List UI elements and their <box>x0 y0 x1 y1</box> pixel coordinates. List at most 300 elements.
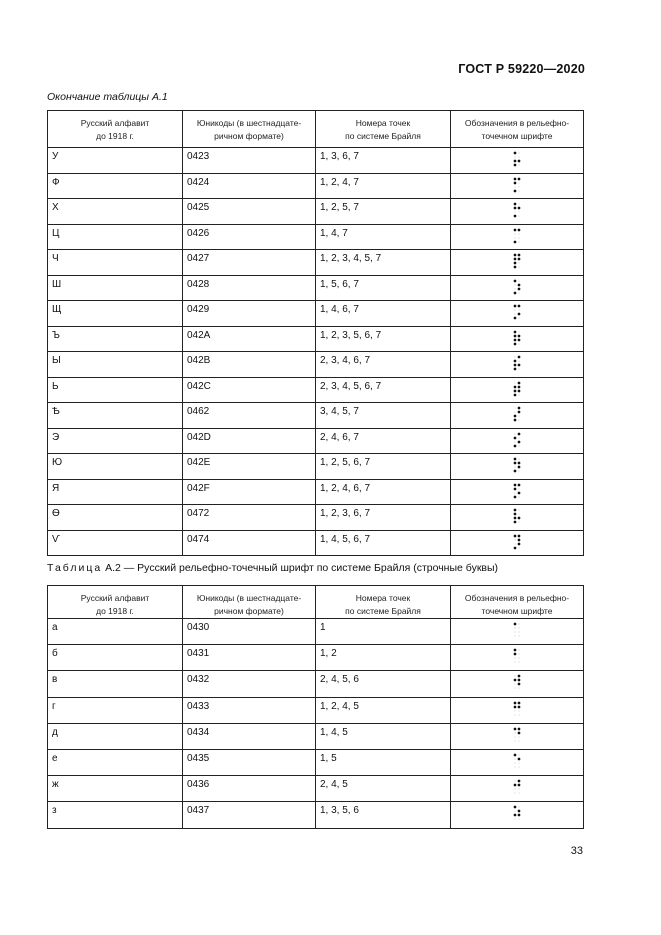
braille-dot-flat <box>518 754 519 755</box>
braille-dot-flat <box>514 492 515 493</box>
braille-dot-flat <box>518 632 519 633</box>
braille-symbol-cell <box>451 776 584 802</box>
braille-dot-flat <box>514 740 515 741</box>
braille-dot-raised <box>517 705 520 708</box>
table-row <box>48 403 584 429</box>
table1-caption: Окончание таблицы А.1 <box>47 91 168 103</box>
braille-dot-flat <box>514 662 515 663</box>
dots-cell: 1, 5, 6, 7 <box>316 275 451 301</box>
table-row <box>48 530 584 556</box>
braille-dot-flat <box>514 357 515 358</box>
braille-dot-flat <box>514 233 515 234</box>
letter-cell: Ф <box>48 173 183 199</box>
dots-cell: 1, 2, 5, 7 <box>316 199 451 225</box>
braille-dot-flat <box>518 361 519 362</box>
braille-dot-raised <box>513 240 516 243</box>
braille-dot-flat <box>518 522 519 523</box>
braille-dot-raised <box>513 419 516 422</box>
braille-dot-raised <box>513 415 516 418</box>
dots-cell: 1, 2, 4, 6, 7 <box>316 479 451 505</box>
braille-dot-raised <box>517 810 520 813</box>
unicode-cell: 0462 <box>183 403 316 429</box>
braille-symbol-cell <box>451 723 584 749</box>
braille-dot-flat <box>514 819 515 820</box>
page-number: 33 <box>570 845 583 857</box>
letter-cell: Щ <box>48 301 183 327</box>
braille-dot-flat <box>518 318 519 319</box>
table-row <box>48 749 584 775</box>
table-row <box>48 505 584 531</box>
braille-dot-flat <box>514 539 515 540</box>
braille-symbol-cell <box>451 802 584 828</box>
braille-dot-raised <box>513 317 516 320</box>
letter-cell: Ю <box>48 454 183 480</box>
braille-dot-flat <box>514 676 515 677</box>
braille-dot-raised <box>517 462 520 465</box>
braille-dot-flat <box>514 781 515 782</box>
braille-dot-flat <box>514 284 515 285</box>
unicode-cell: 0434 <box>183 723 316 749</box>
dots-cell: 1, 4, 5 <box>316 723 451 749</box>
braille-cell-icon <box>513 177 522 194</box>
braille-dot-flat <box>514 543 515 544</box>
braille-dot-raised <box>513 254 516 257</box>
braille-dot-raised <box>513 215 516 218</box>
dots-cell: 1, 4, 6, 7 <box>316 301 451 327</box>
braille-dot-raised <box>517 364 520 367</box>
letter-cell: Ц <box>48 224 183 250</box>
braille-cell-icon <box>513 432 522 449</box>
braille-dot-flat <box>514 212 515 213</box>
braille-dot-flat <box>518 416 519 417</box>
table-header-row <box>48 586 584 619</box>
table-row <box>48 377 584 403</box>
dots-cell: 1, 2, 3, 6, 7 <box>316 505 451 531</box>
braille-dot-raised <box>513 701 516 704</box>
braille-dot-raised <box>517 207 520 210</box>
braille-dot-raised <box>517 258 520 261</box>
braille-dot-raised <box>513 228 516 231</box>
braille-dot-flat <box>514 762 515 763</box>
letter-cell: е <box>48 749 183 775</box>
braille-dot-flat <box>518 496 519 497</box>
braille-dot-raised <box>513 393 516 396</box>
braille-dot-flat <box>518 310 519 311</box>
braille-dot-flat <box>518 624 519 625</box>
braille-dot-raised <box>517 784 520 787</box>
braille-dot-flat <box>518 654 519 655</box>
col-header-unicode: Юникоды (в шестнадцате- ричном формате) <box>183 111 316 148</box>
braille-dot-flat <box>518 510 519 511</box>
unicode-cell: 0436 <box>183 776 316 802</box>
braille-dot-flat <box>518 710 519 711</box>
braille-dot-flat <box>518 688 519 689</box>
dots-cell: 2, 4, 5 <box>316 776 451 802</box>
dots-cell: 1, 3, 5, 6 <box>316 802 451 828</box>
braille-dot-raised <box>517 534 520 537</box>
braille-dot-raised <box>517 287 520 290</box>
braille-dot-raised <box>513 754 516 757</box>
unicode-cell: 0474 <box>183 530 316 556</box>
table-row <box>48 671 584 697</box>
braille-dot-raised <box>517 160 520 163</box>
braille-dot-flat <box>514 628 515 629</box>
braille-dot-raised <box>513 330 516 333</box>
braille-dot-raised <box>513 203 516 206</box>
table-row <box>48 352 584 378</box>
braille-dot-flat <box>518 186 519 187</box>
unicode-cell: 042A <box>183 326 316 352</box>
unicode-cell: 0430 <box>183 619 316 645</box>
letter-cell: д <box>48 723 183 749</box>
braille-symbol-cell <box>451 352 584 378</box>
dots-cell: 1, 2, 3, 5, 6, 7 <box>316 326 451 352</box>
braille-dot-raised <box>517 542 520 545</box>
braille-dot-flat <box>518 514 519 515</box>
braille-dot-flat <box>518 547 519 548</box>
braille-dot-flat <box>518 488 519 489</box>
braille-dot-raised <box>517 385 520 388</box>
braille-dot-raised <box>517 517 520 520</box>
braille-cell-icon <box>513 648 522 665</box>
letter-cell: з <box>48 802 183 828</box>
unicode-cell: 0472 <box>183 505 316 531</box>
braille-dot-flat <box>518 819 519 820</box>
letter-cell: в <box>48 671 183 697</box>
braille-dot-flat <box>514 766 515 767</box>
braille-dot-raised <box>517 758 520 761</box>
col-header-braille: Обозначения в рельефно- точечном шрифте <box>451 586 584 619</box>
letter-cell: б <box>48 645 183 671</box>
unicode-cell: 042D <box>183 428 316 454</box>
dots-cell: 3, 4, 5, 7 <box>316 403 451 429</box>
col-header-braille: Обозначения в рельефно- точечном шрифте <box>451 111 584 148</box>
unicode-cell: 0432 <box>183 671 316 697</box>
braille-dot-flat <box>518 736 519 737</box>
table-row <box>48 645 584 671</box>
braille-dot-flat <box>514 658 515 659</box>
braille-dot-flat <box>514 684 515 685</box>
braille-dot-flat <box>518 343 519 344</box>
braille-dot-flat <box>518 263 519 264</box>
braille-cell-icon <box>513 508 522 525</box>
dots-cell: 1, 4, 5, 6, 7 <box>316 530 451 556</box>
letter-cell: Ь <box>48 377 183 403</box>
braille-dot-flat <box>514 382 515 383</box>
braille-symbol-cell <box>451 479 584 505</box>
braille-dot-flat <box>518 445 519 446</box>
braille-cell-icon <box>513 279 522 296</box>
braille-dot-flat <box>514 433 515 434</box>
unicode-cell: 0427 <box>183 250 316 276</box>
letter-cell: Ш <box>48 275 183 301</box>
braille-cell-icon <box>513 727 522 744</box>
braille-dot-flat <box>518 394 519 395</box>
letter-cell: Ы <box>48 352 183 378</box>
braille-dot-raised <box>513 360 516 363</box>
braille-dot-flat <box>518 807 519 808</box>
braille-dot-flat <box>514 758 515 759</box>
braille-dot-raised <box>513 513 516 516</box>
table-row <box>48 697 584 723</box>
letter-cell: ж <box>48 776 183 802</box>
braille-dot-flat <box>518 233 519 234</box>
letter-cell: г <box>48 697 183 723</box>
braille-dot-raised <box>513 338 516 341</box>
table-row <box>48 619 584 645</box>
table-row <box>48 454 584 480</box>
dots-cell: 1, 4, 7 <box>316 224 451 250</box>
col-header-dots: Номера точек по системе Брайля <box>316 111 451 148</box>
table-header-row <box>48 111 584 148</box>
braille-cell-icon <box>513 406 522 423</box>
braille-dot-flat <box>514 732 515 733</box>
braille-dot-raised <box>517 228 520 231</box>
unicode-cell: 042F <box>183 479 316 505</box>
braille-symbol-cell <box>451 326 584 352</box>
braille-dot-raised <box>513 653 516 656</box>
braille-dot-raised <box>513 495 516 498</box>
braille-dot-flat <box>518 420 519 421</box>
braille-dot-flat <box>518 650 519 651</box>
braille-dot-raised <box>513 534 516 537</box>
braille-dot-flat <box>518 241 519 242</box>
braille-dot-raised <box>513 181 516 184</box>
dots-cell: 1, 5 <box>316 749 451 775</box>
dots-cell: 1 <box>316 619 451 645</box>
braille-dot-flat <box>518 636 519 637</box>
unicode-cell: 0423 <box>183 148 316 174</box>
braille-dot-raised <box>517 679 520 682</box>
braille-dot-raised <box>513 814 516 817</box>
braille-dot-raised <box>513 266 516 269</box>
braille-dot-raised <box>517 701 520 704</box>
braille-dot-flat <box>514 408 515 409</box>
braille-symbol-cell <box>451 224 584 250</box>
braille-dot-flat <box>514 789 515 790</box>
braille-dot-flat <box>514 714 515 715</box>
braille-dot-flat <box>518 280 519 281</box>
unicode-cell: 0437 <box>183 802 316 828</box>
braille-table-uppercase <box>47 110 584 556</box>
braille-dot-flat <box>518 212 519 213</box>
col-header-alphabet: Русский алфавит до 1918 г. <box>48 586 183 619</box>
braille-dot-raised <box>517 407 520 410</box>
letter-cell: Ѳ <box>48 505 183 531</box>
unicode-cell: 0428 <box>183 275 316 301</box>
braille-cell-icon <box>513 483 522 500</box>
braille-dot-flat <box>518 157 519 158</box>
braille-dot-flat <box>518 369 519 370</box>
braille-dot-raised <box>517 814 520 817</box>
letter-cell: Ъ <box>48 326 183 352</box>
braille-dot-raised <box>517 727 520 730</box>
braille-symbol-cell <box>451 645 584 671</box>
dots-cell: 1, 2, 4, 5 <box>316 697 451 723</box>
braille-dot-raised <box>513 305 516 308</box>
braille-dot-raised <box>517 440 520 443</box>
braille-dot-flat <box>518 204 519 205</box>
braille-dot-raised <box>513 258 516 261</box>
letter-cell: а <box>48 619 183 645</box>
unicode-cell: 0426 <box>183 224 316 250</box>
braille-dot-raised <box>517 313 520 316</box>
braille-symbol-cell <box>451 671 584 697</box>
letter-cell: Ѣ <box>48 403 183 429</box>
braille-symbol-cell <box>451 403 584 429</box>
letter-cell: Я <box>48 479 183 505</box>
braille-dot-flat <box>518 153 519 154</box>
braille-dot-raised <box>513 623 516 626</box>
col-header-alphabet: Русский алфавит до 1918 г. <box>48 111 183 148</box>
table-row <box>48 723 584 749</box>
braille-cell-icon <box>513 622 522 639</box>
braille-dot-raised <box>513 444 516 447</box>
unicode-cell: 0433 <box>183 697 316 723</box>
table-row <box>48 326 584 352</box>
braille-symbol-cell <box>451 250 584 276</box>
letter-cell: Ч <box>48 250 183 276</box>
braille-dot-flat <box>514 310 515 311</box>
braille-symbol-cell <box>451 377 584 403</box>
braille-dot-raised <box>513 368 516 371</box>
unicode-cell: 0424 <box>183 173 316 199</box>
dots-cell: 2, 4, 5, 6 <box>316 671 451 697</box>
unicode-cell: 0425 <box>183 199 316 225</box>
letter-cell: У <box>48 148 183 174</box>
braille-dot-raised <box>517 411 520 414</box>
table-row <box>48 148 584 174</box>
braille-symbol-cell <box>451 148 584 174</box>
braille-symbol-cell <box>451 619 584 645</box>
letter-cell: Э <box>48 428 183 454</box>
braille-cell-icon <box>513 381 522 398</box>
braille-dot-flat <box>518 190 519 191</box>
braille-dot-flat <box>514 441 515 442</box>
dots-cell: 1, 2, 3, 4, 5, 7 <box>316 250 451 276</box>
braille-symbol-cell <box>451 530 584 556</box>
braille-symbol-cell <box>451 505 584 531</box>
braille-dot-raised <box>513 291 516 294</box>
braille-cell-icon <box>513 202 522 219</box>
col-header-dots: Номера точек по системе Брайля <box>316 586 451 619</box>
braille-cell-icon <box>513 330 522 347</box>
braille-dot-flat <box>518 292 519 293</box>
braille-dot-flat <box>514 467 515 468</box>
braille-dot-flat <box>518 459 519 460</box>
braille-cell-icon <box>513 753 522 770</box>
braille-dot-raised <box>513 279 516 282</box>
braille-table-lowercase <box>47 585 584 829</box>
braille-cell-icon <box>513 228 522 245</box>
braille-dot-raised <box>517 381 520 384</box>
braille-dot-flat <box>514 688 515 689</box>
braille-dot-flat <box>514 793 515 794</box>
braille-cell-icon <box>513 534 522 551</box>
braille-dot-raised <box>513 521 516 524</box>
braille-dot-flat <box>518 793 519 794</box>
braille-dot-flat <box>518 437 519 438</box>
braille-dot-raised <box>513 705 516 708</box>
braille-dot-raised <box>513 152 516 155</box>
dots-cell: 1, 2, 4, 7 <box>316 173 451 199</box>
braille-dot-raised <box>517 338 520 341</box>
braille-dot-raised <box>513 164 516 167</box>
braille-dot-raised <box>517 389 520 392</box>
braille-dot-flat <box>518 165 519 166</box>
document-id: ГОСТ Р 59220—2020 <box>458 62 585 76</box>
braille-cell-icon <box>513 457 522 474</box>
table-row <box>48 173 584 199</box>
braille-dot-flat <box>514 186 515 187</box>
braille-dot-raised <box>513 436 516 439</box>
braille-dot-raised <box>513 727 516 730</box>
braille-dot-flat <box>514 412 515 413</box>
unicode-cell: 0429 <box>183 301 316 327</box>
braille-dot-flat <box>514 636 515 637</box>
braille-dot-flat <box>518 740 519 741</box>
braille-dot-raised <box>517 305 520 308</box>
letter-cell: Ѵ <box>48 530 183 556</box>
braille-dot-raised <box>513 509 516 512</box>
braille-dot-raised <box>517 432 520 435</box>
braille-dot-flat <box>518 237 519 238</box>
braille-symbol-cell <box>451 275 584 301</box>
braille-dot-raised <box>513 679 516 682</box>
table-row <box>48 199 584 225</box>
braille-symbol-cell <box>451 199 584 225</box>
braille-dot-raised <box>513 649 516 652</box>
braille-dot-raised <box>513 462 516 465</box>
braille-dot-flat <box>514 811 515 812</box>
braille-dot-flat <box>518 662 519 663</box>
braille-dot-raised <box>513 784 516 787</box>
dots-cell: 2, 4, 6, 7 <box>316 428 451 454</box>
braille-cell-icon <box>513 355 522 372</box>
braille-dot-raised <box>513 483 516 486</box>
braille-dot-flat <box>514 237 515 238</box>
braille-symbol-cell <box>451 697 584 723</box>
braille-dot-flat <box>518 658 519 659</box>
braille-symbol-cell <box>451 428 584 454</box>
braille-dot-raised <box>513 487 516 490</box>
braille-dot-flat <box>514 710 515 711</box>
braille-dot-flat <box>514 314 515 315</box>
braille-dot-flat <box>514 632 515 633</box>
braille-dot-raised <box>513 334 516 337</box>
unicode-cell: 042E <box>183 454 316 480</box>
braille-symbol-cell <box>451 301 584 327</box>
braille-cell-icon <box>513 779 522 796</box>
unicode-cell: 042B <box>183 352 316 378</box>
braille-cell-icon <box>513 674 522 691</box>
letter-cell: Х <box>48 199 183 225</box>
braille-dot-raised <box>517 491 520 494</box>
table-row <box>48 301 584 327</box>
braille-cell-icon <box>513 701 522 718</box>
col-header-unicode: Юникоды (в шестнадцате- ричном формате) <box>183 586 316 619</box>
braille-dot-raised <box>513 385 516 388</box>
braille-dot-flat <box>518 714 519 715</box>
braille-dot-flat <box>518 762 519 763</box>
braille-dot-raised <box>513 517 516 520</box>
braille-dot-flat <box>518 267 519 268</box>
dots-cell: 1, 2, 5, 6, 7 <box>316 454 451 480</box>
braille-dot-raised <box>517 254 520 257</box>
braille-symbol-cell <box>451 173 584 199</box>
braille-dot-flat <box>518 182 519 183</box>
braille-dot-raised <box>513 189 516 192</box>
